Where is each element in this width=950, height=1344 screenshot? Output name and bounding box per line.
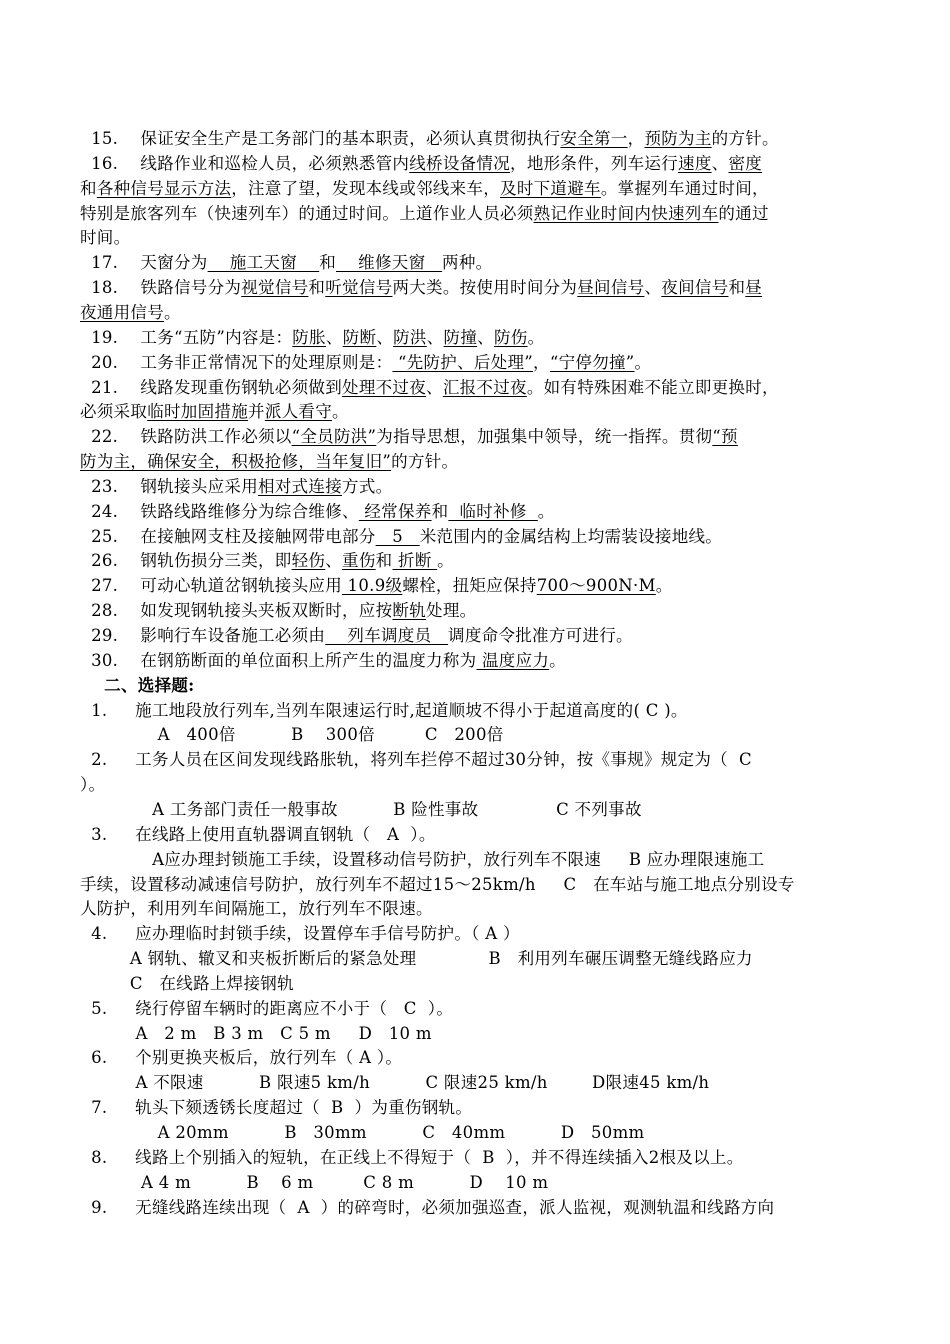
underlined-answer: 速度 <box>678 153 712 173</box>
text-segment: 22. 铁路防洪工作必须以 <box>80 427 292 447</box>
text-line <box>80 699 875 723</box>
text-segment: 15. 保证安全生产是工务部门的基本职责，必须认真贯彻执行 <box>80 129 561 148</box>
text-line <box>80 873 875 897</box>
text-segment: A 20mm B 30mm C 40mm D 50mm <box>80 1123 645 1142</box>
text-line <box>80 1046 875 1070</box>
text-segment: 29. 影响行车设备施工必须由 <box>80 626 326 645</box>
underlined-answer: 相对式连接 <box>258 476 343 496</box>
text-line <box>80 599 875 623</box>
text-segment: 。 <box>537 501 555 521</box>
underlined-answer: 施工天窗 <box>207 253 320 273</box>
underlined-answer: 5 <box>375 526 420 546</box>
underlined-answer: 临时补修 <box>448 501 538 521</box>
underlined-answer: 防为主，确保安全，积极抢修，当年复旧” <box>80 452 392 472</box>
text-line <box>80 1146 875 1170</box>
underlined-answer: 轻伤 <box>291 551 326 571</box>
text-segment: 25. 在接触网支柱及接触网带电部分 <box>80 526 376 546</box>
text-line <box>80 177 875 201</box>
text-segment: 的方针。 <box>391 452 459 472</box>
text-line <box>80 997 875 1021</box>
text-line <box>80 1196 875 1220</box>
text-segment: 30. 在钢筋断面的单位面积上所产生的温度力称为 <box>80 650 477 670</box>
text-segment: 23. 钢轨接头应采用 <box>80 476 259 496</box>
text-segment: 26. 钢轨伤损分三类，即 <box>80 551 292 571</box>
underlined-answer: 汇报不过夜 <box>442 377 527 397</box>
text-line <box>80 1096 875 1120</box>
text-segment: 20. 工务非正常情况下的处理原则是： <box>80 352 393 372</box>
text-line <box>80 773 875 797</box>
underlined-answer: 线桥设备情况 <box>409 153 511 173</box>
text-segment: 和 <box>728 278 746 298</box>
text-segment: 的通过 <box>718 203 769 223</box>
text-segment: 、 <box>325 551 343 571</box>
text-segment: 6. 个别更换夹板后，放行列车（ A ）。 <box>80 1048 403 1068</box>
underlined-answer: 温度应力 <box>476 650 550 670</box>
text-line <box>80 376 875 400</box>
section-heading: 二、选择题: <box>80 675 195 695</box>
text-segment: A 工务部门责任一般事故 B 险性事故 C 不列事故 <box>80 799 642 819</box>
text-line <box>80 748 875 772</box>
underlined-answer: “全员防洪” <box>291 427 377 447</box>
text-line <box>80 475 875 499</box>
text-segment: 24. 铁路线路维修分为综合维修、 <box>80 501 359 521</box>
underlined-answer: 视觉信号 <box>241 278 309 298</box>
underlined-answer: “先防护、后处理” <box>392 352 534 372</box>
text-segment: A 2 m B 3 m C 5 m D 10 m <box>80 1023 432 1043</box>
text-segment: 、 <box>426 327 444 347</box>
text-segment: 。 <box>549 650 566 670</box>
text-line <box>80 723 875 747</box>
text-line <box>80 450 875 474</box>
text-line <box>80 400 875 424</box>
text-segment: 。 <box>527 327 545 347</box>
underlined-answer: 列车调度员 <box>325 626 449 645</box>
text-segment: 。 <box>437 551 454 571</box>
text-line <box>80 1071 875 1095</box>
text-segment: A 不限速 B 限速5 km/h C 限速25 km/h D限速45 km/h <box>80 1073 710 1093</box>
underlined-answer: 昼间信号 <box>577 278 645 298</box>
text-segment: 。 <box>332 402 349 422</box>
text-segment: 。 <box>634 352 652 372</box>
text-segment: 、 <box>325 327 343 347</box>
text-segment: 的方针。 <box>711 129 779 148</box>
text-line <box>80 798 875 822</box>
text-line <box>80 823 875 847</box>
text-segment: A 钢轨、辙叉和夹板折断后的紧急处理 B 利用列车碾压调整无缝线路应力 <box>80 949 753 969</box>
text-line <box>80 326 875 350</box>
underlined-answer: 防断 <box>342 327 377 347</box>
underlined-answer: 防伤 <box>493 327 528 347</box>
text-segment: A应办理封锁施工手续，设置移动信号防护，放行列车不限速 B 应办理限速施工 <box>80 849 765 869</box>
text-line <box>80 127 875 151</box>
underlined-answer: 折断 <box>392 551 438 571</box>
text-line <box>80 972 875 996</box>
text-segment: 必须采取 <box>80 402 148 422</box>
underlined-answer: 安全第一 <box>560 129 628 148</box>
text-line <box>80 897 875 921</box>
text-line <box>80 1022 875 1046</box>
text-line <box>80 152 875 176</box>
text-segment: 螺栓，扭矩应保持 <box>402 576 537 596</box>
text-line <box>80 947 875 971</box>
text-segment: 。如有特殊困难不能立即更换时， <box>526 377 779 397</box>
underlined-answer: “宁停勿撞” <box>549 352 635 372</box>
text-segment: 米范围内的金属结构上均需装设接地线。 <box>419 526 723 546</box>
text-segment: 方式。 <box>342 476 393 496</box>
text-segment: 28. 如发现钢轨接头夹板双断时，应按 <box>80 601 393 621</box>
text-segment: 18. 铁路信号分为 <box>80 278 242 298</box>
underlined-answer: 防洪 <box>393 327 427 347</box>
text-line <box>80 674 875 698</box>
text-line <box>80 574 875 598</box>
underlined-answer: 经常保养 <box>358 501 432 521</box>
text-line <box>80 549 875 573</box>
text-line <box>80 848 875 872</box>
text-segment: 、 <box>644 278 662 298</box>
text-segment: 8. 线路上个别插入的短轨，在正线上不得短于（ B ），并不得连续插入2根及以上。 <box>80 1147 744 1167</box>
underlined-answer: 维修天窗 <box>336 253 443 273</box>
text-segment: C 在线路上焊接钢轨 <box>80 973 294 993</box>
underlined-answer: 熟记作业时间内快速列车 <box>533 203 719 223</box>
text-segment: 处理。 <box>426 601 477 621</box>
text-segment: 16. 线路作业和巡检人员，必须熟悉管内 <box>80 153 410 173</box>
text-segment: 19. 工务“五防”内容是： <box>80 327 293 347</box>
text-segment: 17. 天窗分为 <box>80 253 208 273</box>
underlined-answer: 防胀 <box>292 327 326 347</box>
text-segment: 人防护，利用列车间隔施工，放行列车不限速。 <box>80 899 433 919</box>
text-segment: 7. 轨头下颏透锈长度超过（ B ）为重伤钢轨。 <box>80 1098 473 1118</box>
underlined-answer: 夜间信号 <box>661 278 729 298</box>
text-segment: 和 <box>375 551 393 571</box>
text-line <box>80 1171 875 1195</box>
text-segment: 9. 无缝线路连续出现（ A ）的碎弯时，必须加强巡查，派人监视，观测轨温和线路方向 <box>80 1197 775 1217</box>
text-segment: 为指导思想，加强集中领导，统一指挥。贯彻 <box>376 427 713 447</box>
underlined-answer: 密度 <box>728 153 763 173</box>
underlined-answer: 各种信号显示方法 <box>96 178 232 198</box>
text-segment: ， <box>627 129 645 148</box>
text-segment: 、 <box>426 377 443 397</box>
text-segment: 特别是旅客列车（快速列车）的通过时间。上道作业人员必须 <box>80 203 534 223</box>
underlined-answer: 派人看守 <box>264 402 333 422</box>
underlined-answer: 处理不过夜 <box>342 377 427 397</box>
text-line <box>80 226 875 250</box>
text-segment: 和 <box>80 178 97 198</box>
text-segment: 和 <box>431 501 449 521</box>
text-line <box>80 500 875 524</box>
text-segment: 、 <box>477 327 494 347</box>
text-segment: 和 <box>308 278 326 298</box>
text-segment: A 400倍 B 300倍 C 200倍 <box>80 725 504 745</box>
text-segment: 并 <box>248 402 265 422</box>
text-line <box>80 202 875 226</box>
text-segment: 、 <box>711 153 729 173</box>
underlined-answer: “预 <box>712 427 738 447</box>
underlined-answer: 10.9级 <box>342 576 403 596</box>
underlined-answer: 昼 <box>745 278 763 298</box>
underlined-answer: 防撞 <box>443 327 478 347</box>
text-segment: 1. 施工地段放行列车,当列车限速运行时,起道顺坡不得小于起道高度的( C )。 <box>80 700 688 720</box>
text-segment: ，注意了望，发现本线或邻线来车， <box>231 178 501 198</box>
text-segment: 。掌握列车通过时间， <box>600 178 769 198</box>
text-line <box>80 525 875 549</box>
text-segment: 27. 可动心轨道岔钢轨接头应用 <box>80 576 343 596</box>
text-segment: ，地形条件，列车运行 <box>510 153 679 173</box>
text-segment: 时间。 <box>80 228 131 248</box>
text-segment: 4. 应办理临时封锁手续，设置停车手信号防护。（ A ） <box>80 924 520 944</box>
text-segment: 、 <box>376 327 394 347</box>
text-segment: 3. 在线路上使用直轨器调直钢轨（ A ）。 <box>80 824 436 844</box>
text-segment: 两种。 <box>442 253 493 273</box>
text-line <box>80 922 875 946</box>
text-line <box>80 425 875 449</box>
text-segment: 5. 绕行停留车辆时的距离应不小于（ C ）。 <box>80 998 454 1018</box>
underlined-answer: 断轨 <box>392 601 427 621</box>
underlined-answer: 夜通用信号 <box>80 302 164 322</box>
text-line <box>80 351 875 375</box>
text-line <box>80 649 875 673</box>
text-segment: 和 <box>319 253 336 273</box>
underlined-answer: 临时加固措施 <box>147 402 249 422</box>
underlined-answer: 听觉信号 <box>325 278 393 298</box>
text-segment: 2. 工务人员在区间发现线路胀轨，将列车拦停不超过30分钟，按《事规》规定为（ C <box>80 750 752 770</box>
text-line <box>80 1121 875 1145</box>
text-segment: 手续，设置移动减速信号防护，放行列车不超过15～25km/h C 在车站与施工地点分别设专 <box>80 874 795 894</box>
text-segment: 。 <box>164 302 181 322</box>
underlined-answer: 700～900N·M <box>536 576 656 596</box>
text-segment: ， <box>533 352 550 372</box>
text-line <box>80 276 875 300</box>
text-line <box>80 624 875 648</box>
text-segment: A 4 m B 6 m C 8 m D 10 m <box>80 1172 549 1192</box>
underlined-answer: 重伤 <box>342 551 376 571</box>
text-segment: 调度命令批准方可进行。 <box>448 626 633 645</box>
text-line <box>80 251 875 275</box>
text-segment: 两大类。按使用时间分为 <box>392 278 578 298</box>
text-line <box>80 301 875 325</box>
underlined-answer: 预防为主 <box>644 129 712 148</box>
underlined-answer: 及时下道避车 <box>500 178 601 198</box>
text-segment: 21. 线路发现重伤钢轨必须做到 <box>80 377 343 397</box>
text-segment: ）。 <box>80 775 106 795</box>
text-segment: 。 <box>655 576 673 596</box>
